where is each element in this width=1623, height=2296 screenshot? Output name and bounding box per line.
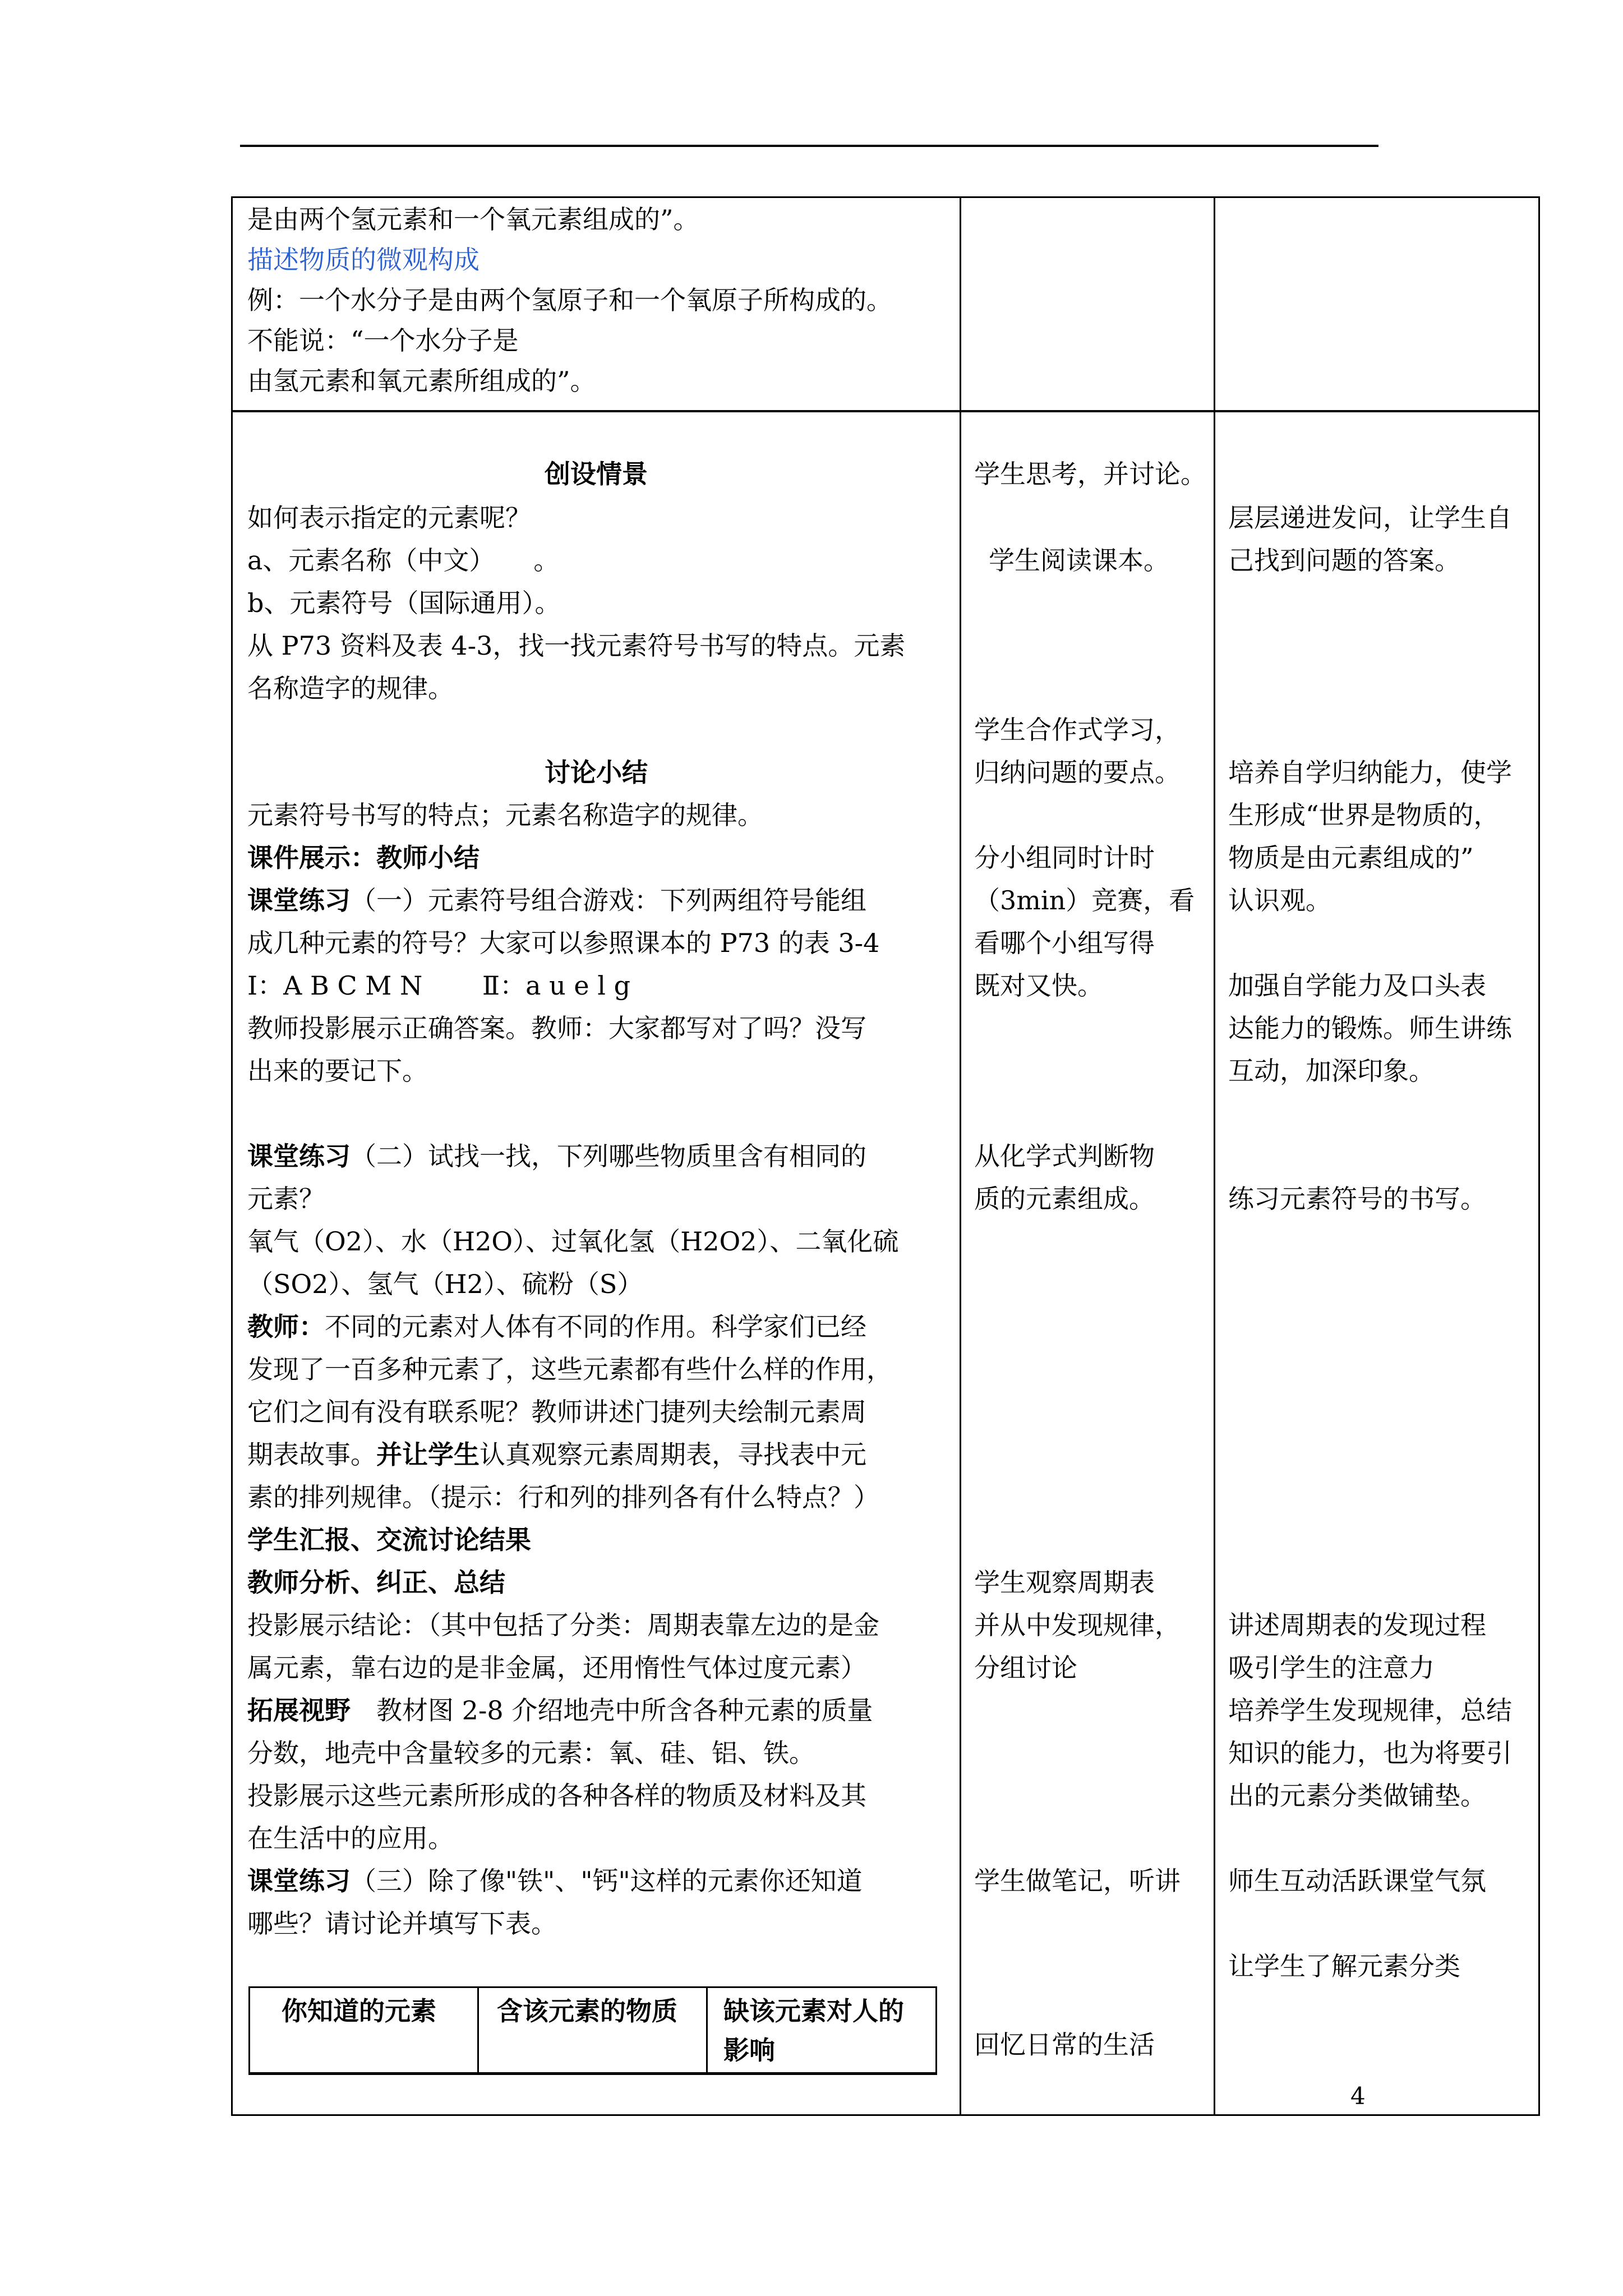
table-row-1: [231, 196, 1540, 412]
expand-text: 教材图 2-8 介绍地壳中所含各种元素的质量: [351, 1695, 873, 1726]
student-activity-line: 学生思考，并讨论。: [974, 459, 1206, 489]
text-line: 由氢元素和氧元素所组成的”。: [247, 366, 596, 396]
design-intent-line: 认识观。: [1228, 885, 1331, 915]
expand-label: 拓展视野: [247, 1695, 351, 1726]
student-activity-line: 学生观察周期表: [974, 1567, 1155, 1598]
text-line: 发现了一百多种元素了，这些元素都有些什么样的作用，: [247, 1354, 892, 1384]
student-activity-line: 并从中发现规律，: [974, 1610, 1181, 1640]
student-activity-line: 学生合作式学习，: [974, 715, 1181, 745]
student-activity-line: 分组讨论: [974, 1653, 1077, 1683]
design-intent-line: 练习元素符号的书写。: [1228, 1184, 1486, 1214]
heading-create-scenario: 创设情景: [545, 459, 648, 489]
inner-element-table: [248, 1986, 937, 2075]
text-line: a、元素名称（中文） 。: [247, 545, 560, 576]
text-line: 投影展示这些元素所形成的各种各样的物质及材料及其: [247, 1780, 866, 1811]
text-line: 它们之间有没有联系呢？教师讲述门捷列夫绘制元素周: [247, 1397, 866, 1427]
text-line: 是由两个氢元素和一个氧元素组成的”。: [247, 204, 699, 234]
header-rule: [240, 145, 1378, 147]
student-activity-line: 从化学式判断物: [974, 1141, 1155, 1171]
design-intent-line: 吸引学生的注意力: [1228, 1653, 1435, 1683]
row2-content-cell: [233, 412, 961, 2114]
inner-table-header-cell: [479, 1988, 708, 2072]
student-report-label: 学生汇报、交流讨论结果: [247, 1525, 531, 1555]
design-intent-line: 生形成“世界是物质的，: [1228, 800, 1500, 830]
exercise-2-line: [247, 1139, 866, 1173]
inner-table-header: 缺该元素对人的: [723, 1996, 904, 2026]
text-line: （SO2）、氢气（H2）、硫粉（S）: [247, 1269, 643, 1299]
text-line: 哪些？请讨论并填写下表。: [247, 1908, 557, 1939]
row1-content-cell: [233, 198, 961, 410]
text-span: 期表故事。: [247, 1439, 376, 1470]
text-line: 教师投影展示正确答案。教师：大家都写对了吗？没写: [247, 1013, 866, 1043]
student-activity-line: 既对又快。: [974, 970, 1103, 1001]
teacher-analysis-label: 教师分析、纠正、总结: [247, 1567, 505, 1598]
table-row-2: [231, 411, 1540, 2116]
row1-student-cell: [960, 198, 1215, 410]
heading-discussion-summary: 讨论小结: [545, 757, 648, 788]
student-activity-line: （3min）竞赛，看: [974, 885, 1195, 915]
inner-table-header: 影响: [723, 2035, 775, 2065]
exercise-3-line: [247, 1864, 863, 1898]
teacher-label: 教师：: [247, 1312, 325, 1342]
design-intent-line: 培养学生发现规律，总结: [1228, 1695, 1512, 1726]
text-line: 如何表示指定的元素呢？: [247, 503, 531, 533]
design-intent-line: 层层递进发问，让学生自: [1228, 503, 1512, 533]
text-line: 素的排列规律。（提示：行和列的排列各有什么特点？）: [247, 1482, 879, 1512]
text-line: 不能说：“一个水分子是: [247, 325, 519, 356]
text-line: b、元素符号（国际通用）。: [247, 588, 561, 618]
design-intent-line: 出的元素分类做铺垫。: [1228, 1780, 1486, 1811]
exercise-3-text: （三）除了像"铁"、"钙"这样的元素你还知道: [351, 1866, 863, 1896]
design-intent-line: 讲述周期表的发现过程: [1228, 1610, 1486, 1640]
courseware-label: 课件展示：教师小结: [247, 843, 479, 873]
row1-intent-cell: [1214, 198, 1538, 410]
text-line: 在生活中的应用。: [247, 1823, 454, 1853]
teacher-text: 不同的元素对人体有不同的作用。科学家们已经: [325, 1312, 866, 1342]
expand-line: [247, 1694, 873, 1727]
student-activity-line: 分小组同时计时: [974, 843, 1155, 873]
text-line: [247, 1438, 866, 1471]
text-line: 例：一个水分子是由两个氢原子和一个氧原子所构成的。: [247, 285, 892, 315]
design-intent-line: 物质是由元素组成的”: [1228, 843, 1474, 873]
text-line: 元素符号书写的特点；元素名称造字的规律。: [247, 800, 763, 830]
exercise-2-label: 课堂练习: [247, 1141, 351, 1171]
text-span: 认真观察元素周期表，寻找表中元: [479, 1439, 866, 1470]
inner-table-header-cell: [250, 1988, 479, 2072]
text-line: 分数，地壳中含量较多的元素：氧、硅、铝、铁。: [247, 1738, 815, 1768]
text-line: 名称造字的规律。: [247, 673, 454, 703]
text-line: 属元素，靠右边的是非金属，还用惰性气体过度元素）: [247, 1653, 866, 1683]
text-line: 从 P73 资料及表 4-3，找一找元素符号书写的特点。元素: [247, 631, 906, 661]
design-intent-line: 知识的能力，也为将要引: [1228, 1738, 1512, 1768]
teacher-line: [247, 1310, 866, 1343]
page-number: 4: [1350, 2082, 1366, 2110]
design-intent-line: 让学生了解元素分类: [1228, 1951, 1460, 1981]
text-line: 投影展示结论：（其中包括了分类：周期表靠左边的是金: [247, 1610, 879, 1640]
subheading-micro-structure: 描述物质的微观构成: [247, 245, 479, 275]
student-activity-line: 学生阅读课本。: [989, 545, 1169, 576]
inner-table-header: 你知道的元素: [282, 1996, 436, 2026]
exercise-1-line: [247, 884, 866, 917]
student-activity-line: 看哪个小组写得: [974, 928, 1155, 958]
student-activity-line: 质的元素组成。: [974, 1184, 1155, 1214]
text-line: 出来的要记下。: [247, 1056, 428, 1086]
student-activity-line: 回忆日常的生活: [974, 2030, 1155, 2060]
text-line: 元素？: [247, 1184, 325, 1214]
text-line: 氧气（O2）、水（H2O）、过氧化氢（H2O2）、二氧化硫: [247, 1226, 899, 1257]
exercise-2-text: （二）试找一找，下列哪些物质里含有相同的: [351, 1141, 866, 1171]
inner-table-header: 含该元素的物质: [497, 1996, 677, 2026]
design-intent-line: 达能力的锻炼。师生讲练: [1228, 1013, 1512, 1043]
student-activity-line: 归纳问题的要点。: [974, 757, 1181, 788]
design-intent-line: 己找到问题的答案。: [1228, 545, 1460, 576]
text-line: Ⅰ：A B C M N Ⅱ：a u e l g: [247, 970, 631, 1001]
row2-student-cell: [960, 412, 1215, 2114]
exercise-3-label: 课堂练习: [247, 1866, 351, 1896]
inner-table-header-cell: [708, 1988, 935, 2072]
row2-intent-cell: [1214, 412, 1538, 2114]
text-line: 成几种元素的符号？大家可以参照课本的 P73 的表 3-4: [247, 928, 880, 958]
text-span-bold: 并让学生: [376, 1439, 479, 1470]
design-intent-line: 师生互动活跃课堂气氛: [1228, 1866, 1486, 1896]
student-activity-line: 学生做笔记，听讲: [974, 1866, 1181, 1896]
exercise-1-label: 课堂练习: [247, 885, 351, 915]
design-intent-line: 加强自学能力及口头表: [1228, 970, 1486, 1001]
exercise-1-text: （一）元素符号组合游戏：下列两组符号能组: [351, 885, 866, 915]
design-intent-line: 培养自学归纳能力，使学: [1228, 757, 1512, 788]
design-intent-line: 互动，加深印象。: [1228, 1056, 1435, 1086]
